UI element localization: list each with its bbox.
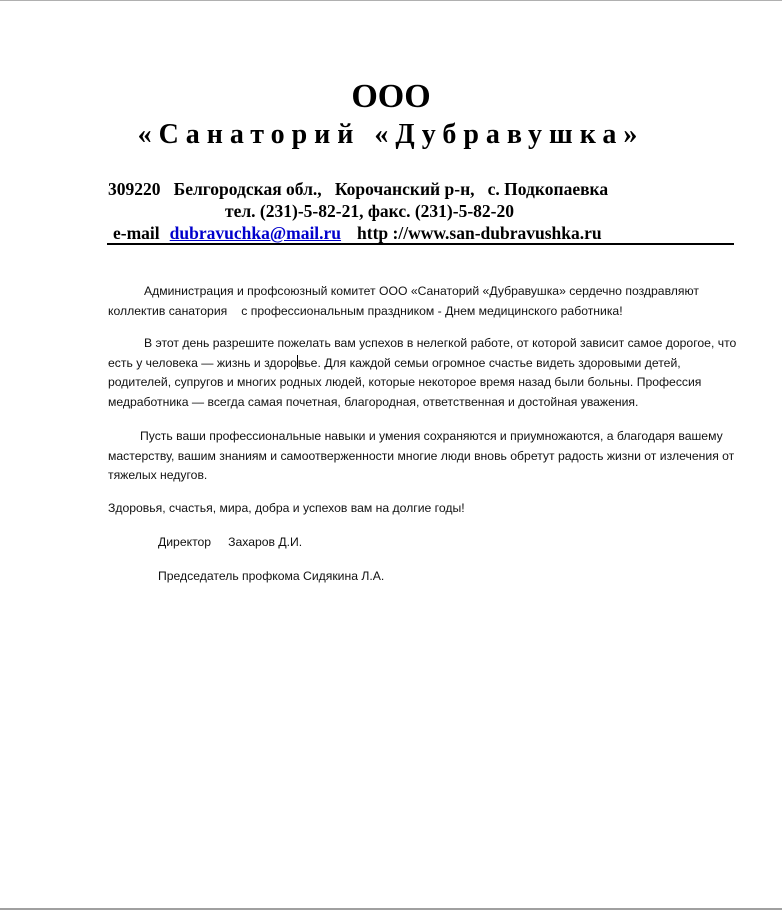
website-text: http ://www.san-dubravushka.ru [357, 223, 602, 243]
village: с. Подкопаевка [487, 179, 609, 199]
org-name-heading: «Санаторий «Дубравушка» [137, 119, 645, 150]
org-form-heading: ООО [351, 78, 431, 115]
letterhead-divider [107, 243, 734, 245]
email-label: e-mail [113, 223, 160, 243]
director-signature [158, 533, 302, 552]
closing-wish: Здоровья, счастья, мира, добра и успехов вам на долгие годы! [108, 501, 465, 515]
greeting-line-2a: коллектив санатория [108, 303, 228, 318]
chairman-signature: Председатель профкома Сидякина Л.А. [158, 569, 385, 583]
contact-line [113, 223, 602, 243]
greeting-line-1: Администрация и профсоюзный комитет ООО «Санаторий «Дубравушка» сердечно поздравляют [144, 284, 699, 298]
director-name: Захаров Д.И. [228, 535, 303, 549]
phone-fax-line: тел. (231)-5-82-21, факс. (231)-5-82-20 [225, 201, 514, 221]
wishes-text-part-1: В этот день разрешите пожелать вам успехов в нелегкой работе, от которой зависит самое дорогое, что есть у человека — жизнь и здоро [108, 336, 737, 370]
greeting-line-2b: с профессиональным праздником - Днем медицинского работника! [241, 303, 623, 318]
greeting-paragraph [108, 282, 738, 321]
address-line [108, 179, 608, 199]
postal-code: 309220 [108, 179, 161, 199]
skills-text: Пусть ваши профессиональные навыки и умения сохраняются и приумножаются, а благодаря вашему мастерству, вашим знаниям и самоотверженности многие люди вновь обретут радость жизни от излечения от тяжелых недугов. [108, 429, 735, 482]
wishes-paragraph[interactable] [108, 334, 738, 412]
director-title: Директор [158, 535, 212, 549]
skills-paragraph [108, 427, 738, 486]
district: Корочанский р-н, [334, 179, 475, 199]
wishes-text-part-2: вье. Для каждой семьи огромное счастье видеть здоровыми детей, родителей, супругов и многих родных людей, которые некоторое время назад были больны. Профессия медработника — всегда самая почетная, благородная, ответственная и достойная уважения. [108, 355, 702, 409]
email-link[interactable]: dubravuchka@mail.ru [169, 223, 342, 243]
region: Белгородская обл., [173, 179, 322, 199]
